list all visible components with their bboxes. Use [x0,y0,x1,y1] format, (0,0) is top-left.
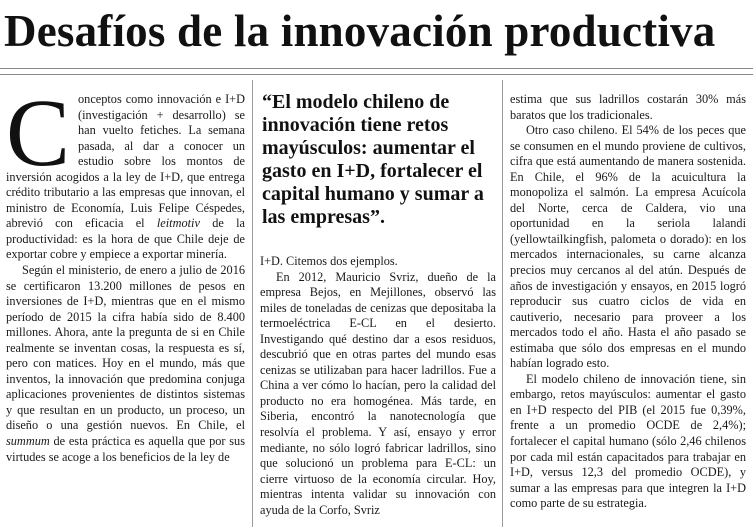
paragraph-2-text-a: Según el ministerio, de enero a julio de 2016 se certificaron 13.200 millones de pesos en inversiones de I+D, mientras que en el mismo período de 2015 la cifra había sido de 8.400 millones. Ahora, ante la pregunta de si en Chile realmente se inventan cosas, la respuesta es sí, pero con matices. Hoy en el mundo, más que inventos, la innovación que predomina conjuga aplicaciones provenientes de distintos sistemas y que resultan en un producto, un proceso, un diseño o una gestión nuevos. En Chile, el [6,263,245,433]
paragraph-2-text-b: de esta práctica es aquella que por sus virtudes se acoge a los beneficios de la ley de [6,434,245,464]
headline: Desafíos de la innovación productiva [4,6,716,56]
article-column-3 [510,92,746,512]
paragraph-1 [6,79,245,263]
headline-rule-top [0,68,753,69]
column-divider-1 [252,80,253,527]
paragraph-1-text-b: de la productividad: es la hora de que Chile deje de exportar cobre y empiece a exportar minería. [6,216,245,262]
paragraph-5: estima que sus ladrillos costarán 30% más baratos que los tradicionales. [510,92,746,122]
paragraph-3: I+D. Citemos dos ejemplos. [260,254,398,268]
column-divider-2 [502,80,503,527]
pull-quote: “El modelo chileno de innovación tiene retos mayúsculos: aumentar el gasto en I+D, fortalecer el capital humano y sumar a las empresas”. [262,91,484,228]
paragraph-6: Otro caso chileno. El 54% de los peces que se consumen en el mundo proviene de cultivos, cifra que está aumentando de manera sostenida. En Chile, el 96% de la acuicultura la monopoliza el salmón. La empresa Acuícola del Norte, cerca de Caldera, vio una oportunidad en la seriola lalandi (yellowtailkingfish, palometa o dorado): en los mercados internacionales, su carne alcanza precios muy cercanos al del atún. Después de años de investigación y ensayos, en 2015 logró reproducir sus cuatro ciclos de vida en cautiverio, necesario para proveer a los mercados todo el año. Hasta el año pasado se estimaba que sólo dos empresas en el mundo habían logrado esto. [510,123,746,371]
paragraph-7: El modelo chileno de innovación tiene, sin embargo, retos mayúsculos: aumentar el gasto en I+D respecto del PIB (el 2015 fue 0,39%, frente a un promedio OCDE de 2,4%); fortalecer el capital humano (sólo 2,46 chilenos por cada mil están capacitados para trabajar en I+D, versus 12,3 del promedio OCDE), y sumar a las empresas para que integren la I+D como parte de su estrategia. [510,371,746,511]
drop-cap: C [6,79,71,186]
paragraph-1-emphasis: leitmotiv [156,216,200,231]
paragraph-4: En 2012, Mauricio Svriz, dueño de la empresa Bejos, en Mejillones, observó las miles de toneladas de cenizas que depositaba la termoeléctrica E-CL en el desierto. Investigando qué destino dar a esos residuos, descubrió que en otras partes del mundo esas cenizas se utilizaban para hacer ladrillos. Fue a China a ver cómo lo hacían, pero la calidad del producto no era homogénea. Más tarde, en Siberia, encontró la nanotecnología que resolvía el problema. Y así, ensayo y error mediante, no sólo logró fabricar ladrillos, sino que solucionó un problema para E-CL: un cierre virtuoso de la economía circular. Hoy, mientras intenta validar su innovación con ayuda de la Corfo, Svriz [260,269,496,517]
paragraph-1-text-a: onceptos como innovación e I+D (investigación + desarrollo) se han vuelto fetiches. La semana pasada, al dar a conocer un estudio sobre los montos de inversión acogidos a la ley de I+D, que entrega crédito tributario a las empresas que innovan, el ministro de Economía, Luis Felipe Céspedes, abrevió con eficacia el [6,92,245,231]
article-column-1 [6,79,245,465]
paragraph-2 [6,263,245,465]
paragraph-2-emphasis: summum [6,434,50,449]
headline-rule-bottom [0,74,753,75]
article-column-2 [260,254,496,518]
